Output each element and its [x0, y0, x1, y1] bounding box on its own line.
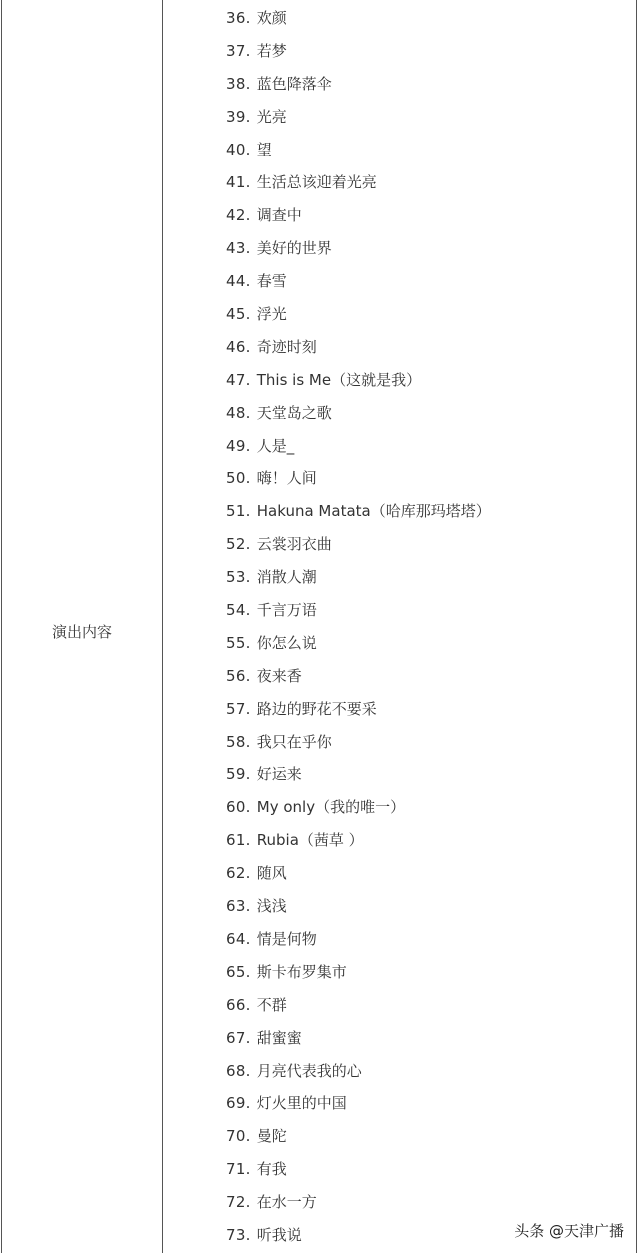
song-item [226, 462, 626, 495]
song-number: 50. [226, 469, 251, 488]
song-number: 69. [226, 1094, 251, 1113]
song-item [226, 2, 626, 35]
song-number: 36. [226, 9, 251, 27]
song-title: 夜来香 [256, 666, 302, 685]
song-number: 61. [226, 831, 251, 850]
song-title: 灯火里的中国 [256, 1094, 347, 1113]
song-title: 天堂岛之歌 [256, 403, 332, 422]
song-title: 浅浅 [256, 897, 287, 916]
song-title: 嗨！人间 [256, 469, 317, 488]
song-title: 欢颜 [256, 9, 287, 27]
song-title: 斯卡布罗集市 [256, 962, 347, 981]
song-title: 光亮 [256, 107, 287, 126]
song-number: 60. [226, 798, 251, 817]
song-item [226, 68, 626, 101]
song-title: 你怎么说 [256, 633, 317, 652]
song-item [226, 726, 626, 759]
song-title: 浮光 [256, 305, 287, 324]
song-title: 月亮代表我的心 [256, 1061, 362, 1080]
song-number: 62. [226, 864, 251, 883]
song-number: 44. [226, 272, 251, 291]
song-title: 不群 [256, 995, 287, 1014]
song-number: 51. [226, 502, 251, 521]
song-item [226, 824, 626, 857]
song-number: 65. [226, 962, 251, 981]
song-title: 听我说 [256, 1225, 302, 1244]
song-title: Hakuna Matata（哈库那玛塔塔） [256, 502, 491, 521]
song-item [226, 1186, 626, 1219]
song-title: 蓝色降落伞 [256, 74, 332, 93]
song-number: 67. [226, 1028, 251, 1047]
song-item [226, 627, 626, 660]
song-number: 41. [226, 173, 251, 192]
song-item [226, 298, 626, 331]
song-title: 调查中 [256, 206, 302, 225]
song-title: 生活总该迎着光亮 [256, 173, 377, 192]
song-item [226, 166, 626, 199]
song-title: 甜蜜蜜 [256, 1028, 302, 1047]
song-number: 37. [226, 41, 251, 60]
song-title: 消散人潮 [256, 568, 317, 587]
song-item [226, 364, 626, 397]
song-number: 45. [226, 305, 251, 324]
song-number: 53. [226, 568, 251, 587]
song-number: 59. [226, 765, 251, 784]
column-divider [162, 0, 163, 1253]
song-title: My only（我的唯一） [256, 798, 406, 817]
song-title: 望 [256, 140, 272, 159]
song-item [226, 989, 626, 1022]
song-number: 56. [226, 666, 251, 685]
song-item [226, 495, 626, 528]
song-item [226, 430, 626, 463]
song-title: 曼陀 [256, 1127, 287, 1146]
song-number: 38. [226, 74, 251, 93]
song-item [226, 1120, 626, 1153]
song-title: 若梦 [256, 41, 287, 60]
song-number: 48. [226, 403, 251, 422]
song-list [226, 2, 626, 1252]
song-item [226, 594, 626, 627]
song-item [226, 857, 626, 890]
song-title: 随风 [256, 864, 287, 883]
song-number: 58. [226, 732, 251, 751]
song-title: 路边的野花不要采 [256, 699, 377, 718]
song-item [226, 1153, 626, 1186]
song-title: 春雪 [256, 272, 287, 291]
song-number: 39. [226, 107, 251, 126]
song-item [226, 791, 626, 824]
song-number: 66. [226, 995, 251, 1014]
song-title: 千言万语 [256, 601, 317, 620]
song-number: 47. [226, 370, 251, 389]
song-title: 云裳羽衣曲 [256, 535, 332, 554]
song-number: 73. [226, 1225, 251, 1244]
song-number: 40. [226, 140, 251, 159]
song-item [226, 1022, 626, 1055]
song-title: Rubia（茜草 ） [256, 831, 364, 850]
song-item [226, 331, 626, 364]
song-title: 人是_ [256, 436, 295, 455]
song-item [226, 265, 626, 298]
song-number: 42. [226, 206, 251, 225]
song-number: 70. [226, 1127, 251, 1146]
song-title: This is Me（这就是我） [256, 370, 422, 389]
song-item [226, 35, 626, 68]
song-item [226, 1087, 626, 1120]
song-item [226, 232, 626, 265]
song-number: 54. [226, 601, 251, 620]
song-title: 情是何物 [256, 929, 317, 948]
song-number: 63. [226, 897, 251, 916]
song-number: 64. [226, 929, 251, 948]
category-label: 演出内容 [51, 623, 112, 641]
song-item [226, 528, 626, 561]
song-item [226, 101, 626, 134]
song-item [226, 397, 626, 430]
song-item [226, 660, 626, 693]
song-item [226, 561, 626, 594]
song-number: 46. [226, 337, 251, 356]
song-number: 55. [226, 633, 251, 652]
song-title: 有我 [256, 1160, 287, 1179]
song-number: 72. [226, 1193, 251, 1212]
song-number: 49. [226, 436, 251, 455]
song-item [226, 923, 626, 956]
song-item [226, 890, 626, 923]
category-cell [2, 0, 162, 1253]
song-item [226, 956, 626, 989]
song-number: 52. [226, 535, 251, 554]
song-item [226, 1055, 626, 1088]
song-item [226, 199, 626, 232]
watermark: 头条 @天津广播 [514, 1222, 624, 1240]
song-title: 奇迹时刻 [256, 337, 317, 356]
song-title: 美好的世界 [256, 239, 332, 258]
song-number: 43. [226, 239, 251, 258]
song-title: 我只在乎你 [256, 732, 332, 751]
song-item [226, 134, 626, 167]
song-title: 好运来 [256, 765, 302, 784]
song-number: 68. [226, 1061, 251, 1080]
song-title: 在水一方 [256, 1193, 317, 1212]
song-item [226, 758, 626, 791]
song-number: 57. [226, 699, 251, 718]
song-item [226, 693, 626, 726]
song-number: 71. [226, 1160, 251, 1179]
